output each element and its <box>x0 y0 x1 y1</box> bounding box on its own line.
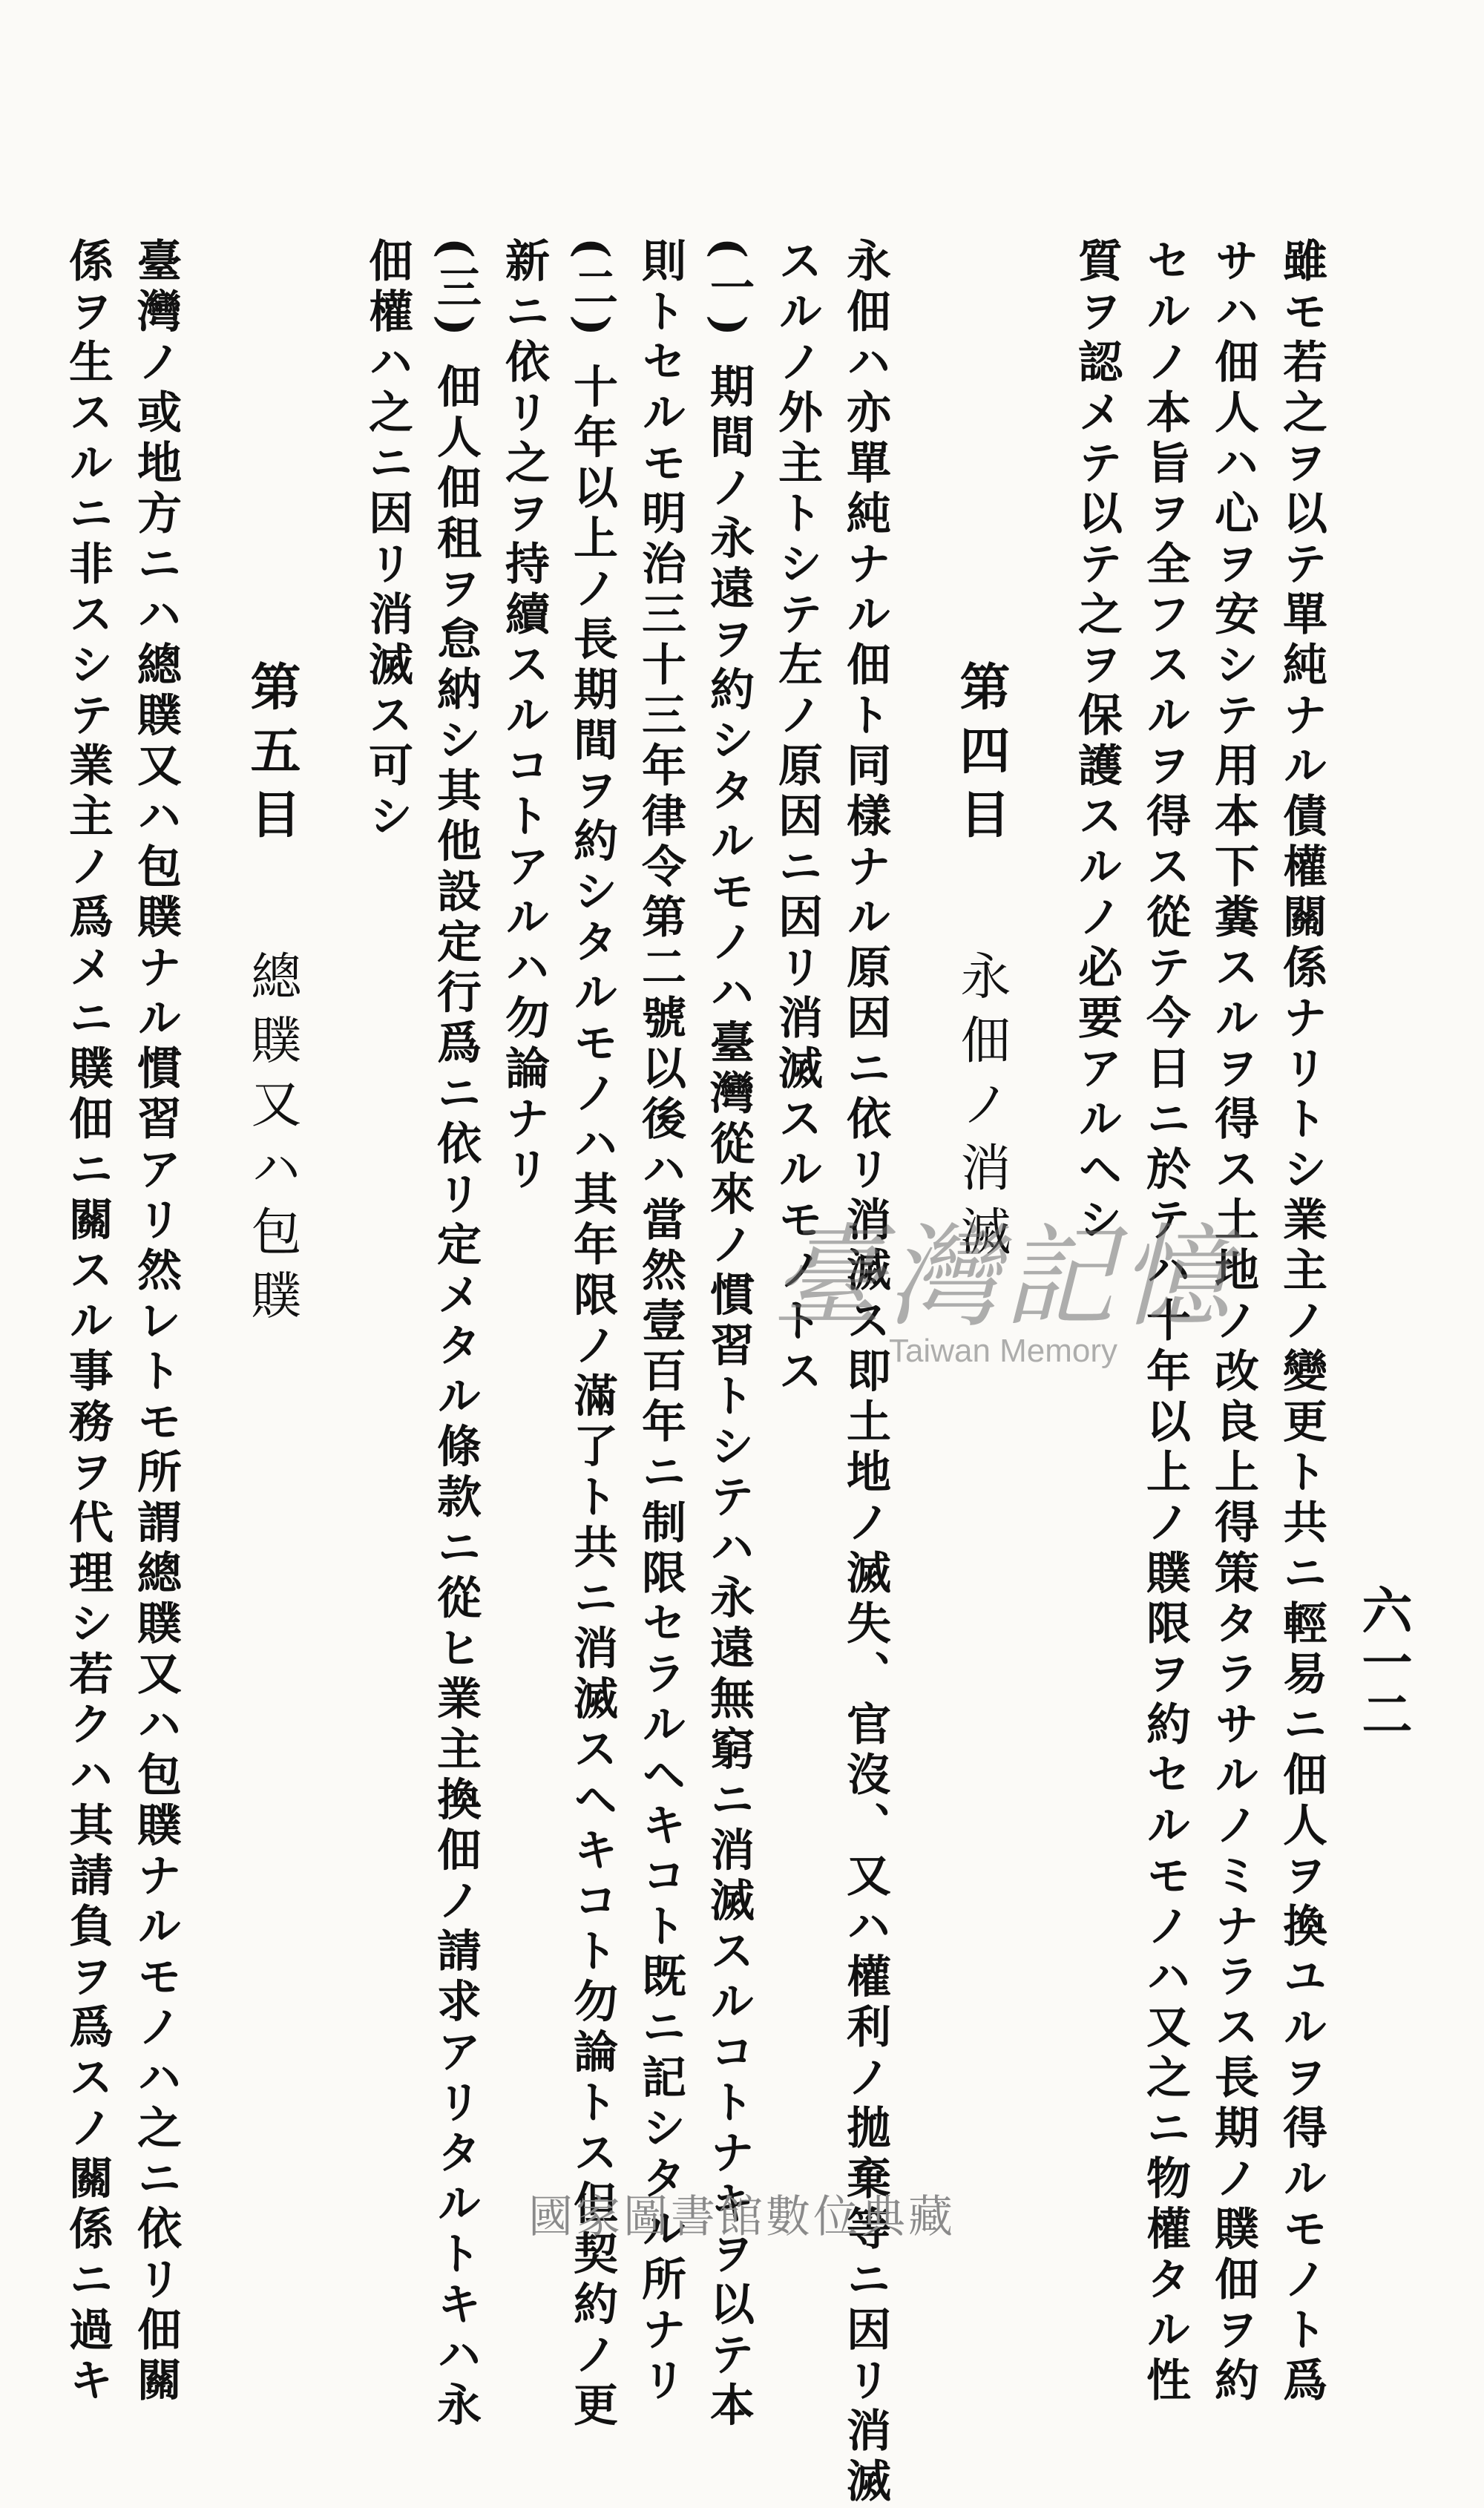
text-column: サハ佃人ハ心ヲ安シテ用本下糞スルヲ得ス土地ノ改良上得策タラサルノミナラス長期ノ贌佃ヲ約 <box>1207 237 1259 2407</box>
text-column: 係ヲ生スルニ非スシテ業主ノ爲メニ贌佃ニ關スル事務ヲ代理シ若クハ其請負ヲ爲スノ關係ニ過キ <box>62 237 114 2407</box>
section-number: 第五目 <box>242 660 301 852</box>
watermark-logo <box>772 1187 1235 1370</box>
watermark-script: 臺灣記憶 <box>772 1213 1235 1342</box>
text-column: スルノ外主トシテ左ノ原因ニ因リ消滅スルモノトス <box>771 237 823 1398</box>
text-column: 佃權ハ之ニ因リ消滅ス可シ <box>361 237 413 843</box>
text-column: 永佃ハ亦單純ナル佃ト同樣ナル原因ニ依リ消滅ス即土地ノ滅失、官沒、又ハ權利ノ拋棄等ニ因リ消滅 <box>839 237 891 2508</box>
section-number: 第四目 <box>951 660 1011 852</box>
watermark-english: Taiwan Memory <box>888 1333 1118 1369</box>
text-column: 新ニ依リ之ヲ持續スルコトアルハ勿論ナリ <box>498 237 550 1196</box>
section-heading-4 <box>947 237 1015 2048</box>
text-column: 質ヲ認メテ以テ之ヲ保護スルノ必要アルヘシ <box>1071 237 1123 1247</box>
section-heading-5 <box>237 237 306 2048</box>
text-column: 臺灣ノ或地方ニハ總贌又ハ包贌ナル慣習アリ然レトモ所謂總贌又ハ包贌ナルモノハ之ニ依リ佃關 <box>130 237 182 2407</box>
text-column: 則トセルモ明治三十三年律令第二號以後ハ當然壹百年ニ制限セラルヘキコト既ニ記シタル所ナリ <box>634 237 686 2407</box>
text-column: (三) 佃人佃租ヲ怠納シ其他設定行爲ニ依リ定メタル條款ニ從ヒ業主換佃ノ請求アリタルトキハ永 <box>430 237 482 2432</box>
text-column: (二) 十年以上ノ長期間ヲ約シタルモノハ其年限ノ滿了ト共ニ消滅スヘキコト勿論トス但契約ノ更 <box>566 237 618 2432</box>
page-number: 六一二 <box>1353 1584 1413 1740</box>
text-column: セルノ本旨ヲ全フスルヲ得ス從テ今日ニ於テハ十年以上ノ贌限ヲ約セルモノハ又之ニ物權タル性 <box>1139 237 1191 2407</box>
text-column: 雖モ若之ヲ以テ單純ナル債權關係ナリトシ業主ノ變更ト共ニ輕易ニ佃人ヲ換ユルヲ得ルモノト爲 <box>1275 237 1327 2407</box>
section-title: 總贌又ハ包贌 <box>243 949 301 1333</box>
text-column: (一) 期間ノ永遠ヲ約シタルモノハ臺灣從來ノ慣習トシテハ永遠無窮ニ消滅スルコトナキヲ以テ本 <box>703 237 755 2432</box>
footer-credit: 國家圖書館數位典藏 <box>528 2191 956 2243</box>
section-title: 永佃ノ消滅 <box>952 949 1011 1269</box>
